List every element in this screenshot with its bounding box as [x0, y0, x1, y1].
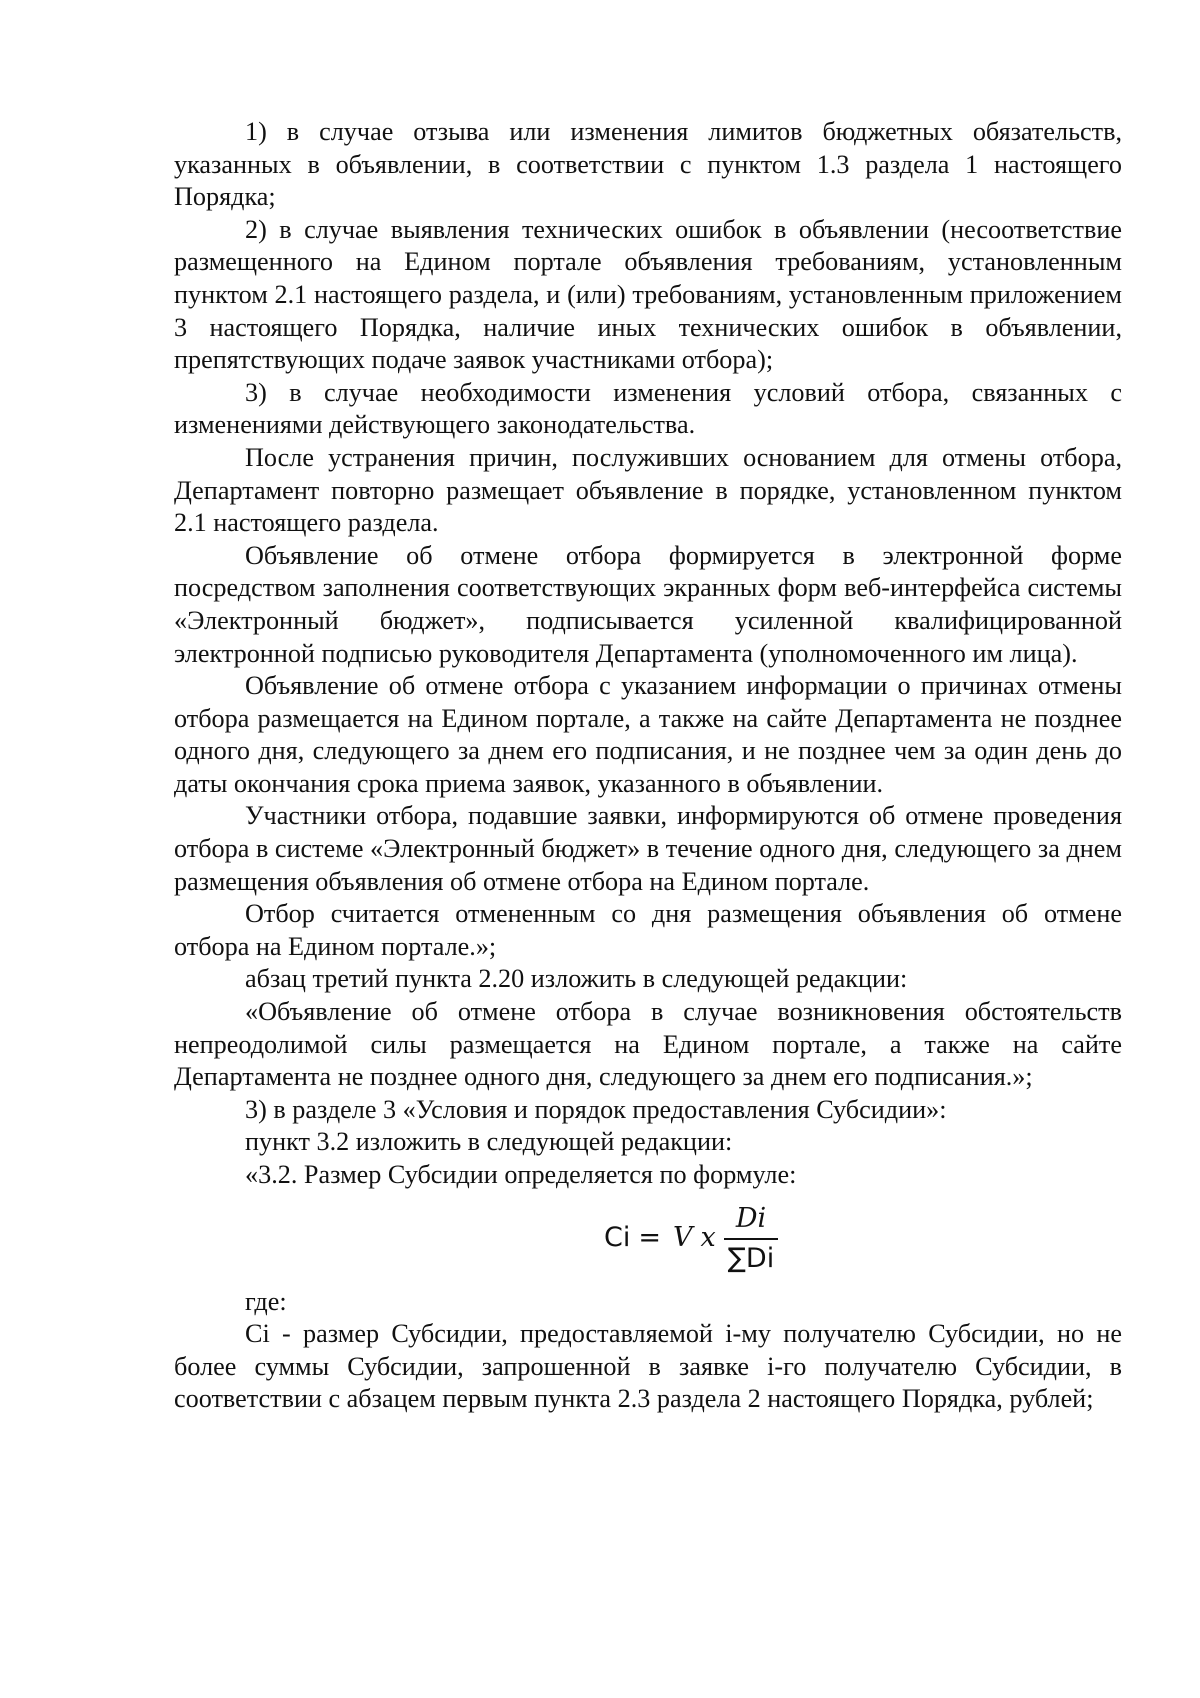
formula-denominator: ∑Di	[724, 1238, 779, 1276]
paragraph-item-3: 3) в случае необходимости изменения условий отбора, связанных с изменениями действующего законодательства.	[174, 377, 1122, 440]
paragraph-after-elimination: После устранения причин, послуживших основанием для отмены отбора, Департамент повторно размещает объявление в порядке, установленном пунктом 2.1 настоящего раздела.	[174, 442, 1122, 538]
paragraph-cancellation-form: Объявление об отмене отбора формируется в электронной форме посредством заполнения соответствующих экранных форм веб-интерфейса системы «Электронный бюджет», подписывается усиленной квалифицированной электронной подписью руководителя Департамента (уполномоченного им лица).	[174, 540, 1122, 668]
paragraph-item-2: 2) в случае выявления технических ошибок в объявлении (несоответствие размещенного на Едином портале объявления требованиям, установленным пунктом 2.1 настоящего раздела, и (или) требованиям, установленным приложением 3 настоящего Порядка, наличие иных технических ошибок в объявлении, препятствующих подаче заявок участниками отбора);	[174, 214, 1122, 375]
paragraph-section-3: 3) в разделе 3 «Условия и порядок предоставления Субсидии»:	[245, 1094, 947, 1124]
formula-fraction	[724, 1202, 779, 1276]
subsidy-formula	[174, 1192, 1122, 1286]
paragraph-ci-definition: Ci - размер Субсидии, предоставляемой i-му получателю Субсидии, но не более суммы Субсидии, запрошенной в заявке i-го получателю Субсидии, в соответствии с абзацем первым пункта 2.3 раздела 2 настоящего Порядка, рублей;	[174, 1319, 1122, 1414]
paragraph-selection-cancelled: Отбор считается отмененным со дня размещения объявления об отмене отбора на Едином портале.»;	[174, 899, 1122, 961]
paragraph-amendment-3-2: пункт 3.2 изложить в следующей редакции:	[245, 1127, 733, 1157]
formula-equals: =	[638, 1222, 661, 1254]
paragraph-where: где:	[245, 1286, 287, 1316]
paragraph-force-majeure: «Объявление об отмене отбора в случае возникновения обстоятельств непреодолимой силы размещается на Едином портале, а также на сайте Департамента не позднее одного дня, следующего за днем его подписания.»;	[174, 997, 1122, 1092]
paragraph-cancellation-publication: Объявление об отмене отбора с указанием информации о причинах отмены отбора размещается на Едином портале, а также на сайте Департамента не позднее одного дня, следующего за днем его подписания, и не позднее чем за один день до даты окончания срока приема заявок, указанного в объявлении.	[174, 671, 1122, 798]
formula-multiply: x	[700, 1222, 716, 1254]
formula-numerator: Di	[735, 1202, 767, 1234]
paragraph-participants-informed: Участники отбора, подавшие заявки, информируются об отмене проведения отбора в системе «Электронный бюджет» в течение одного дня, следующего за днем размещения объявления об отмене отбора на Едином портале.	[174, 801, 1122, 896]
paragraph-item-1: 1) в случае отзыва или изменения лимитов бюджетных обязательств, указанных в объявлении, в соответствии с пунктом 1.3 раздела 1 настоящего Порядка;	[174, 117, 1122, 212]
document-page	[174, 116, 1122, 1416]
paragraph-formula-intro: «3.2. Размер Субсидии определяется по формуле:	[245, 1160, 797, 1189]
paragraph-amendment-2-20: абзац третий пункта 2.20 изложить в следующей редакции:	[245, 964, 908, 994]
formula-lhs: Ci	[604, 1222, 631, 1254]
formula-volume: V	[672, 1222, 693, 1254]
